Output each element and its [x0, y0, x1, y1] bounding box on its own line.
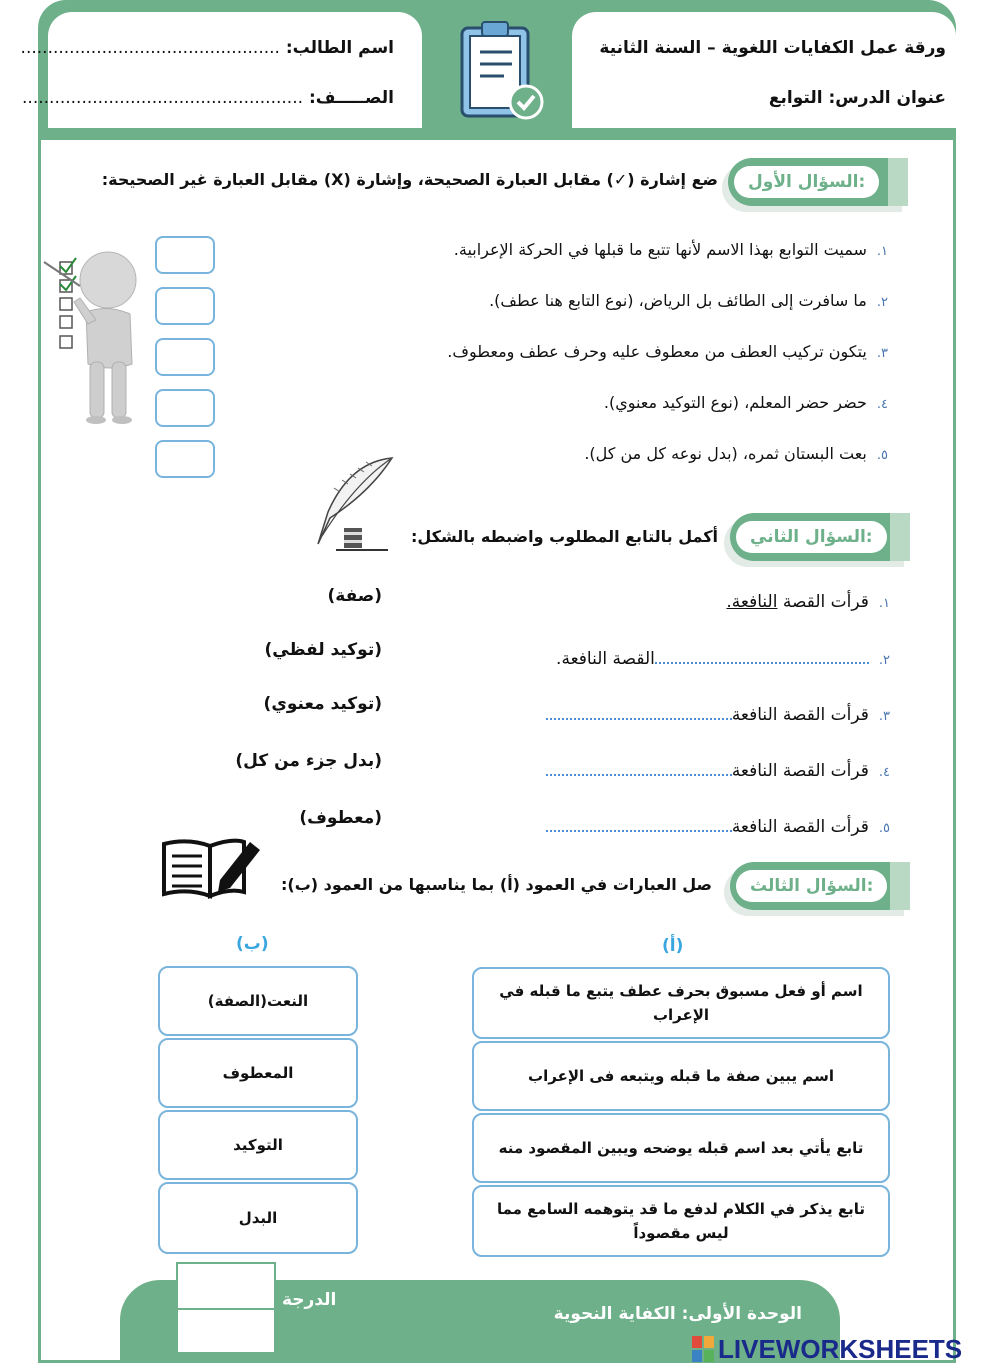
q2-item-1 — [726, 592, 890, 612]
q2-item-3-blank[interactable] — [546, 704, 732, 720]
worksheet-title: ورقة عمل الكفايات اللغوية – السنة الثانية — [599, 38, 946, 58]
q2-tab — [730, 513, 910, 561]
column-a-item-4[interactable]: تابع يذكر في الكلام لدفع ما قد يتوهمه السامع مما ليس مقصوداً — [472, 1185, 890, 1257]
q1-item-3 — [447, 342, 888, 361]
q1-item-4 — [604, 393, 888, 412]
q2-item-5 — [546, 816, 890, 837]
q2-tab-bar — [890, 513, 910, 561]
q2-instruction: أكمل بالتابع المطلوب واضبطه بالشكل: — [410, 527, 718, 546]
q2-hint-5: (معطوف) — [299, 808, 382, 828]
q3-tab-label: السؤال الثالث: — [736, 870, 887, 902]
q2-tab-label: السؤال الثاني: — [736, 521, 887, 553]
q1-item-2-text: ما سافرت إلى الطائف بل الرياض، (نوع التابع هنا عطف). — [489, 291, 867, 310]
q1-item-3-text: يتكون تركيب العطف من معطوف عليه وحرف عطف ومعطوف. — [447, 342, 867, 361]
q1-item-1 — [454, 240, 888, 259]
column-b-item-2[interactable]: المعطوف — [158, 1038, 358, 1108]
q1-tab-label: السؤال الأول: — [734, 166, 879, 198]
grade-box-divider — [178, 1308, 274, 1310]
q2-item-3 — [546, 704, 890, 725]
q2-hint-2: (توكيد لفظي) — [264, 640, 382, 660]
q2-item-5-blank[interactable] — [546, 816, 732, 832]
q2-hint-4: (بدل جزء من كل) — [235, 751, 382, 771]
q1-item-5 — [584, 444, 888, 463]
class-row — [22, 88, 394, 108]
q1-tab-bar — [888, 158, 908, 206]
q1-item-2-number: ٢. — [876, 295, 888, 310]
q1-item-4-text: حضر حضر المعلم، (نوع التوكيد معنوي). — [603, 393, 867, 412]
lesson-title: عنوان الدرس: التوابع — [768, 88, 946, 108]
q2-item-2-post: القصة النافعة. — [556, 649, 655, 669]
q1-item-1-text: سميت التوابع بهذا الاسم لأنها تتبع ما قبلها في الحركة الإعرابية. — [453, 240, 867, 259]
q1-answer-box-1[interactable] — [155, 236, 215, 274]
q1-answer-box-4[interactable] — [155, 389, 215, 427]
q2-item-5-pre: قرأت القصة النافعة — [731, 817, 869, 837]
grade-box[interactable] — [176, 1262, 276, 1354]
q1-item-1-number: ١. — [876, 244, 888, 259]
student-name-input[interactable]: ................................................ — [20, 38, 280, 58]
q2-item-4-blank[interactable] — [546, 760, 732, 776]
q1-answer-box-3[interactable] — [155, 338, 215, 376]
q2-item-1-number: ١. — [878, 596, 890, 611]
q1-item-4-number: ٤. — [876, 397, 888, 412]
column-b-heading: (ب) — [236, 934, 269, 954]
clipboard-icon — [452, 18, 548, 126]
student-name-label: اسم الطالب: — [285, 38, 394, 58]
q3-instruction: صل العبارات في العمود (أ) بما يناسبها من العمود (ب): — [281, 875, 712, 894]
student-panel — [20, 12, 422, 128]
q1-answer-box-5[interactable] — [155, 440, 215, 478]
q2-item-2-number: ٢. — [878, 653, 890, 668]
q1-tab — [728, 158, 908, 206]
q2-item-1-underlined: النافعة. — [726, 592, 778, 612]
q2-item-4-number: ٤. — [878, 765, 890, 780]
column-b-item-1[interactable]: النعت(الصفة) — [158, 966, 358, 1036]
q2-hint-3: (توكيد معنوي) — [263, 694, 382, 714]
q2-item-3-number: ٣. — [878, 709, 890, 724]
q3-tab — [730, 862, 910, 910]
q3-tab-bar — [890, 862, 910, 910]
q1-item-2 — [489, 291, 888, 310]
class-label: الصـــــف: — [308, 88, 394, 108]
q1-instruction: ضع إشارة (✓) مقابل العبارة الصحيحة، وإشارة (X) مقابل العبارة غير الصحيحة: — [101, 170, 718, 189]
q1-item-5-text: بعت البستان ثمره، (بدل نوعه كل من كل). — [584, 444, 867, 463]
brand-name: LIVEWORKSHEETS — [718, 1334, 963, 1364]
q2-item-5-number: ٥. — [878, 821, 890, 836]
q1-answer-box-2[interactable] — [155, 287, 215, 325]
book-pencil-icon — [160, 834, 264, 900]
q2-item-1-pre: قرأت القصة — [782, 592, 869, 612]
figure-checklist-icon — [40, 244, 144, 428]
q2-item-2 — [556, 648, 890, 669]
grade-label: الدرجة — [282, 1290, 337, 1310]
q2-item-4 — [546, 760, 890, 781]
quill-pen-icon — [300, 452, 400, 554]
q1-item-5-number: ٥. — [876, 448, 888, 463]
column-a-item-1[interactable]: اسم أو فعل مسبوق بحرف عطف يتبع ما قبله في الإعراب — [472, 967, 890, 1039]
column-a-heading: (أ) — [662, 936, 684, 956]
student-name-row — [21, 38, 394, 58]
class-input[interactable]: .................................................... — [22, 88, 304, 108]
brand-mark-icon — [692, 1336, 716, 1364]
title-panel — [572, 12, 956, 128]
q2-hint-1: (صفة) — [327, 586, 382, 606]
brand-logo — [692, 1334, 962, 1365]
q2-item-2-blank[interactable] — [655, 648, 869, 664]
column-a-item-3[interactable]: تابع يأتي بعد اسم قبله يوضحه ويبين المقصود منه — [472, 1113, 890, 1183]
q2-item-4-pre: قرأت القصة النافعة — [731, 761, 869, 781]
column-b-item-3[interactable]: التوكيد — [158, 1110, 358, 1180]
q1-item-3-number: ٣. — [876, 346, 888, 361]
q2-item-3-pre: قرأت القصة النافعة — [731, 705, 869, 725]
column-a-item-2[interactable]: اسم يبين صفة ما قبله ويتبعه فى الإعراب — [472, 1041, 890, 1111]
column-b-item-4[interactable]: البدل — [158, 1182, 358, 1254]
unit-label: الوحدة الأولى: الكفاية النحوية — [553, 1304, 802, 1324]
